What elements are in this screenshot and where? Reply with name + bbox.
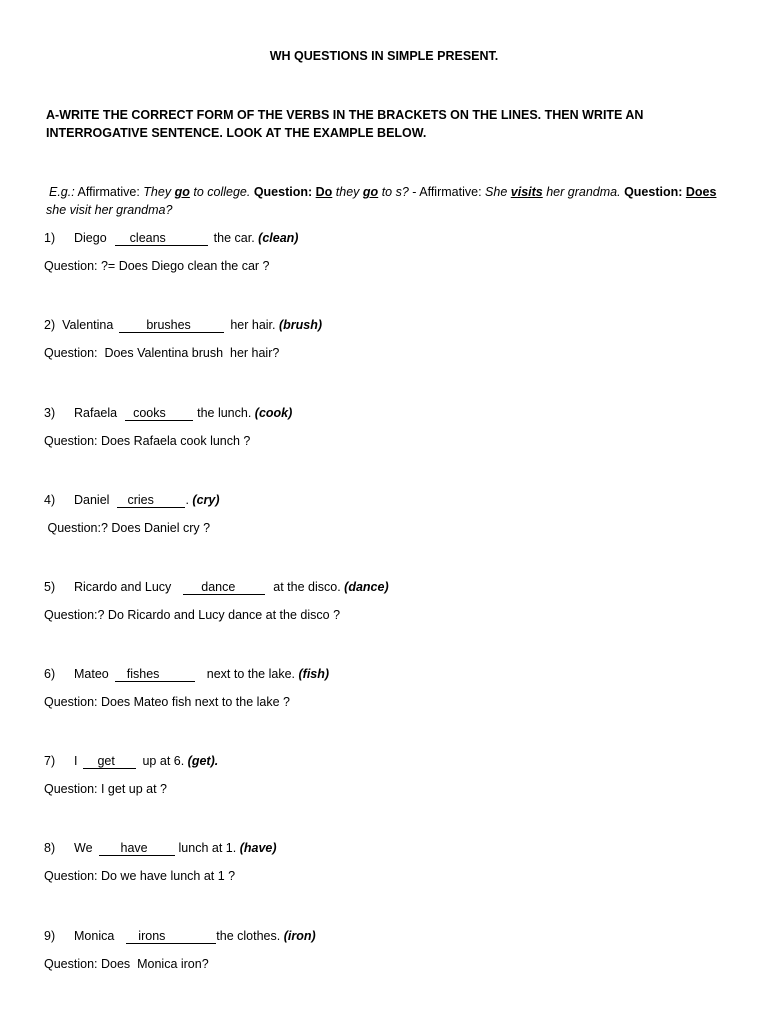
example-question-label-1: Question:: [253, 185, 313, 199]
exercise-sentence: [44, 404, 734, 422]
item-subject: Rafaela: [74, 406, 118, 420]
item-number: 1): [44, 231, 56, 245]
exercise-question: Question: Does Monica iron?: [44, 957, 209, 971]
exercise-item-5: [44, 578, 734, 624]
exercise-item-2: [44, 316, 734, 362]
item-rest: the lunch.: [197, 406, 252, 420]
exercise-item-6: [44, 665, 734, 711]
item-subject: Mateo: [74, 667, 109, 681]
item-hint: (have): [239, 841, 277, 855]
example-2-question-rest: she visit her grandma?: [46, 203, 173, 217]
exercise-question: Question: I get up at ?: [44, 782, 167, 796]
exercise-sentence: [44, 752, 734, 770]
item-hint: (fish): [298, 667, 330, 681]
answer-blank[interactable]: [125, 406, 193, 421]
item-answer: cooks: [133, 406, 166, 420]
item-rest: the clothes.: [216, 929, 281, 943]
example-1-question-mid: they: [335, 185, 360, 199]
item-number: 6): [44, 667, 56, 681]
exercise-item-3: [44, 404, 734, 450]
exercise-item-4: [44, 491, 734, 537]
answer-blank[interactable]: [83, 754, 136, 769]
item-number: 7): [44, 754, 56, 768]
item-answer: cries: [127, 493, 154, 507]
item-hint: (iron): [283, 929, 316, 943]
item-answer: irons: [138, 929, 166, 943]
example-2-verb: visits: [510, 185, 543, 199]
item-subject: Diego: [74, 231, 107, 245]
item-rest: at the disco.: [273, 580, 341, 594]
worksheet-title: WH QUESTIONS IN SIMPLE PRESENT.: [269, 49, 499, 63]
answer-blank[interactable]: [183, 580, 265, 595]
exercise-question: Question:? Does Daniel cry ?: [44, 521, 211, 535]
example-1-question-post: to s?: [381, 185, 409, 199]
item-hint: (clean): [258, 231, 299, 245]
exercise-sentence: [44, 578, 734, 596]
example-1-question-verb: go: [362, 185, 379, 199]
exercise-sentence: [44, 229, 734, 247]
example-dash: -: [412, 185, 417, 199]
item-hint: (cook): [254, 406, 293, 420]
exercise-item-8: [44, 839, 734, 885]
item-answer: brushes: [146, 318, 191, 332]
answer-blank[interactable]: [115, 231, 208, 246]
item-number: 8): [44, 841, 56, 855]
item-answer: dance: [201, 580, 236, 594]
exercise-question: Question: ?= Does Diego clean the car ?: [44, 259, 270, 273]
item-hint: (get).: [187, 754, 219, 768]
answer-blank[interactable]: [126, 929, 216, 944]
item-answer: have: [120, 841, 148, 855]
exercise-question: Question: Does Rafaela cook lunch ?: [44, 434, 251, 448]
example-question-label-2: Question:: [624, 185, 683, 199]
exercise-sentence: [44, 665, 734, 683]
exercise-sentence: [44, 927, 734, 945]
item-hint: (dance): [344, 580, 389, 594]
item-number: 4): [44, 493, 56, 507]
exercise-question: Question: Does Mateo fish next to the lake ?: [44, 695, 290, 709]
example-1-verb: go: [174, 185, 190, 199]
answer-blank[interactable]: [119, 318, 224, 333]
item-hint: (cry): [192, 493, 220, 507]
item-number: 9): [44, 929, 56, 943]
example-block: [46, 183, 736, 219]
item-number: 3): [44, 406, 56, 420]
item-rest: .: [185, 493, 189, 507]
example-2-pre: She: [485, 185, 508, 199]
item-rest: lunch at 1.: [178, 841, 237, 855]
exercise-item-7: [44, 752, 734, 798]
exercise-item-1: [44, 229, 734, 275]
item-hint: (brush): [278, 318, 323, 332]
answer-blank[interactable]: [99, 841, 175, 856]
item-subject: Valentina: [62, 318, 114, 332]
exercise-question: Question: Does Valentina brush her hair?: [44, 346, 280, 360]
exercise-item-9: [44, 927, 734, 973]
item-subject: Monica: [74, 929, 115, 943]
example-affirmative-label-2: Affirmative:: [419, 185, 482, 199]
item-rest: up at 6.: [142, 754, 185, 768]
exercise-sentence: [44, 316, 734, 334]
item-subject: We: [74, 841, 93, 855]
item-number: 2): [44, 318, 56, 332]
example-affirmative-label-1: Affirmative:: [77, 185, 140, 199]
answer-blank[interactable]: [117, 493, 185, 508]
item-number: 5): [44, 580, 56, 594]
exercise-sentence: [44, 839, 734, 857]
example-2-question-aux: Does: [685, 185, 717, 199]
instructions-text: A-WRITE THE CORRECT FORM OF THE VERBS IN THE BRACKETS ON THE LINES. THEN WRITE AN INTERROGATIVE SENTENCE. LOOK AT THE EXAMPLE BELOW.: [46, 108, 644, 140]
example-eg-label: E.g.:: [49, 185, 75, 199]
item-answer: cleans: [129, 231, 166, 245]
exercise-question: Question:? Do Ricardo and Lucy dance at the disco ?: [44, 608, 341, 622]
example-1-question-aux: Do: [315, 185, 333, 199]
item-rest: the car.: [213, 231, 255, 245]
item-rest: her hair.: [230, 318, 276, 332]
example-1-post: to college.: [193, 185, 251, 199]
exercise-question: Question: Do we have lunch at 1 ?: [44, 869, 236, 883]
item-rest: next to the lake.: [206, 667, 296, 681]
item-subject: Daniel: [74, 493, 110, 507]
item-answer: fishes: [126, 667, 160, 681]
example-2-post: her grandma.: [546, 185, 621, 199]
answer-blank[interactable]: [115, 667, 195, 682]
item-subject: I: [74, 754, 78, 768]
item-subject: Ricardo and Lucy: [74, 580, 172, 594]
example-1-pre: They: [143, 185, 172, 199]
item-answer: get: [97, 754, 115, 768]
exercise-sentence: [44, 491, 734, 509]
